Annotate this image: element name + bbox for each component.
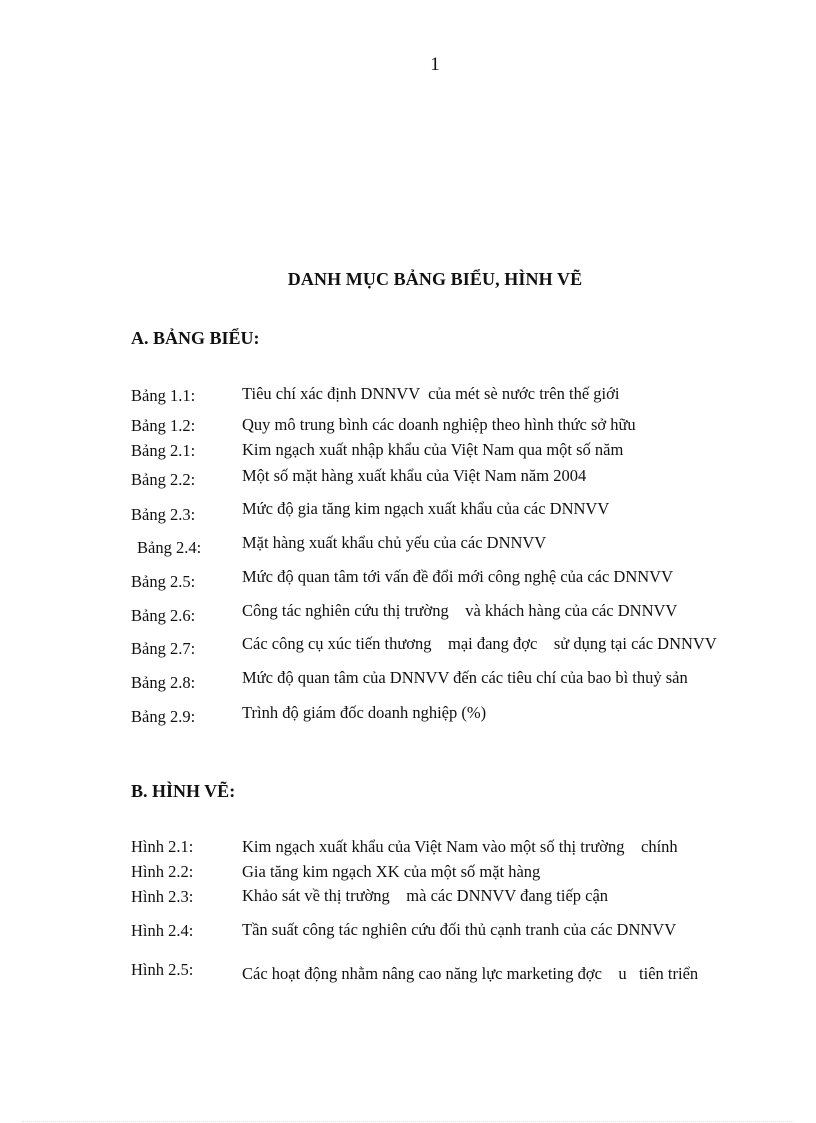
table-entry-title: Kim ngạch xuất nhập khẩu của Việt Nam qua một số năm xyxy=(242,440,624,459)
page-number: 1 xyxy=(430,54,440,75)
figure-entry-title: Tần suất công tác nghiên cứu đối thủ cạnh tranh của các DNNVV xyxy=(242,920,677,939)
table-entry-title: Mức độ gia tăng kim ngạch xuất khẩu của các DNNVV xyxy=(242,499,610,518)
section-heading-figures: B. HÌNH VẼ: xyxy=(131,781,236,801)
table-entry-title: Một số mặt hàng xuất khẩu của Việt Nam năm 2004 xyxy=(242,466,587,485)
table-entry-title: Quy mô trung bình các doanh nghiệp theo hình thức sở hữu xyxy=(242,415,636,434)
table-entry-label: Bảng 1.2: xyxy=(131,416,196,435)
table-entry-title: Tiêu chí xác định DNNVV của mét sè nước trên thế giới xyxy=(242,384,620,403)
table-entry-label: Bảng 2.4: xyxy=(137,538,202,557)
table-entry-label: Bảng 1.1: xyxy=(131,386,196,405)
figure-entry-title: Các hoạt động nhằm nâng cao năng lực marketing đợc u tiên triển xyxy=(242,964,699,983)
figure-entry-label: Hình 2.2: xyxy=(131,862,194,881)
table-entry-title: Công tác nghiên cứu thị trường và khách hàng của các DNNVV xyxy=(242,601,678,620)
table-entry-title: Mức độ quan tâm của DNNVV đến các tiêu chí của bao bì thuỷ sản xyxy=(242,668,688,687)
table-entry-title: Trình độ giám đốc doanh nghiệp (%) xyxy=(242,703,487,722)
table-entry-title: Các công cụ xúc tiến thương mại đang đợc sử dụng tại các DNNVV xyxy=(242,634,717,653)
table-entry-title: Mặt hàng xuất khẩu chủ yếu của các DNNVV xyxy=(242,533,547,552)
table-entry-label: Bảng 2.3: xyxy=(131,505,196,524)
figure-entry-title: Gia tăng kim ngạch XK của một số mặt hàng xyxy=(242,862,541,881)
figure-entry-label: Hình 2.5: xyxy=(131,960,194,979)
figure-entry-title: Kim ngạch xuất khẩu của Việt Nam vào một số thị trường chính xyxy=(242,837,678,856)
table-entry-label: Bảng 2.1: xyxy=(131,441,196,460)
table-entry-title: Mức độ quan tâm tới vấn đề đổi mới công nghệ của các DNNVV xyxy=(242,567,673,586)
figure-entry-title: Khảo sát về thị trường mà các DNNVV đang tiếp cận xyxy=(242,886,609,905)
table-entry-label: Bảng 2.6: xyxy=(131,606,196,625)
page-title: DANH MỤC BẢNG BIỂU, HÌNH VẼ xyxy=(287,269,583,289)
figure-entry-label: Hình 2.1: xyxy=(131,837,194,856)
table-entry-label: Bảng 2.2: xyxy=(131,470,196,489)
table-entry-label: Bảng 2.8: xyxy=(131,673,196,692)
table-entry-label: Bảng 2.7: xyxy=(131,639,196,658)
table-entry-label: Bảng 2.5: xyxy=(131,572,196,591)
section-heading-tables: A. BẢNG BIỂU: xyxy=(131,328,260,348)
figure-entry-label: Hình 2.4: xyxy=(131,921,194,940)
figure-entry-label: Hình 2.3: xyxy=(131,887,194,906)
table-entry-label: Bảng 2.9: xyxy=(131,707,196,726)
